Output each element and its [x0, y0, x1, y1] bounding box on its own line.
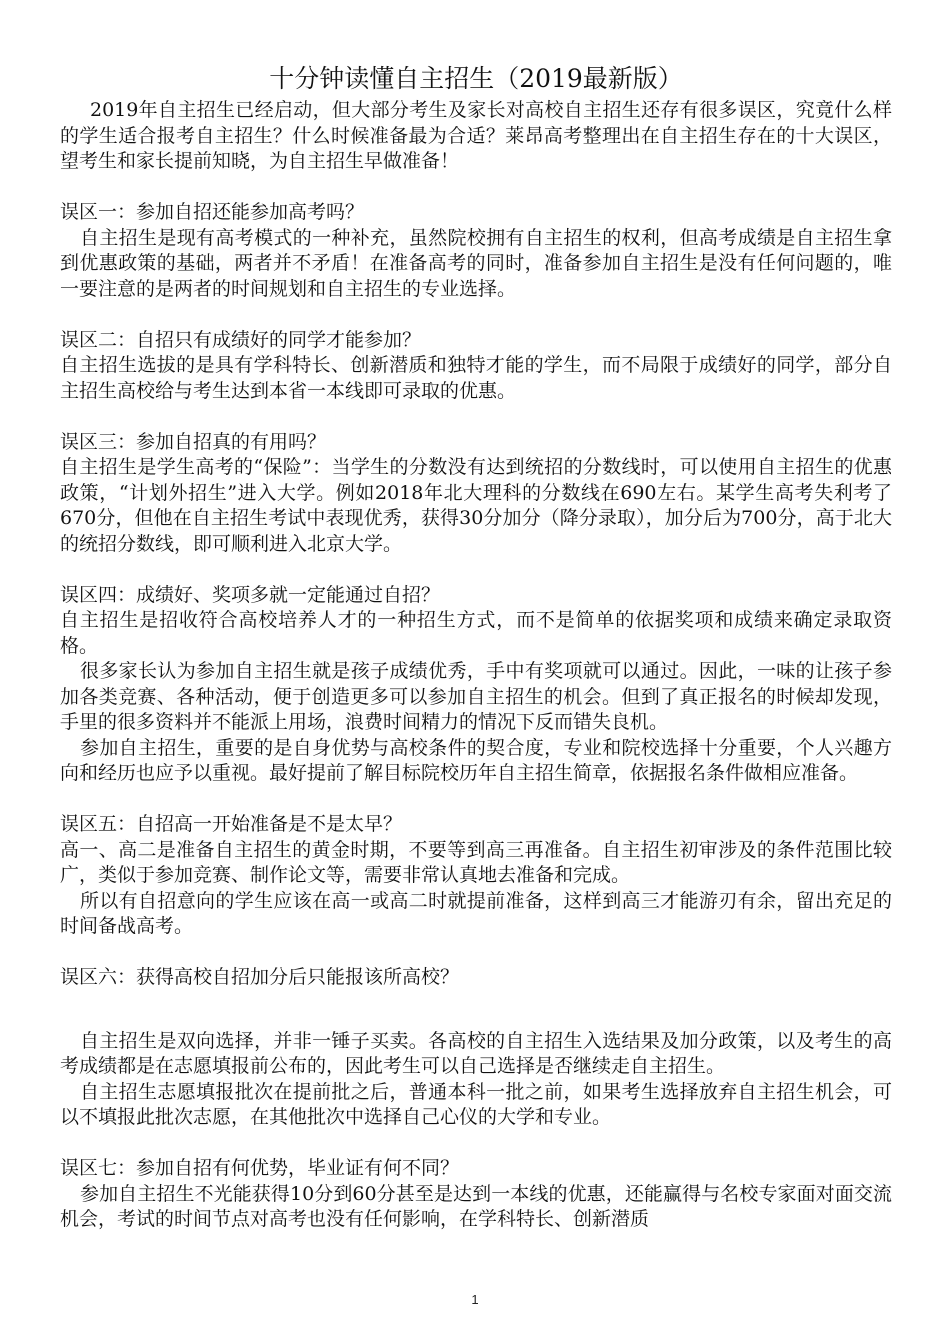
- section-3-paragraph-1: 自主招生是学生高考的“保险”：当学生的分数没有达到统招的分数线时，可以使用自主招生的优惠政策，“计划外招生”进入大学。例如2018年北大理科的分数线在690左右。某学生高考失利考了670分，但他在自主招生考试中表现优秀，获得30分加分（降分录取），加分后为700分，高于北大的统招分数线，即可顺利进入北京大学。: [60, 456, 892, 555]
- spacer: [60, 175, 892, 201]
- section-heading-3: 误区三：参加自招真的有用吗？: [60, 430, 327, 453]
- section-heading-7: 误区七：参加自招有何优势，毕业证有何不同？: [60, 1157, 460, 1179]
- section-2-paragraph-1: 自主招生选拔的是具有学科特长、创新潜质和独特才能的学生，而不局限于成绩好的同学，部分自主招生高校给与考生达到本省一本线即可录取的优惠。: [60, 354, 892, 402]
- spacer: [60, 940, 892, 966]
- page-number: 1: [471, 1292, 479, 1307]
- section-heading-5: 误区五：自招高一开始准备是不是太早？: [60, 813, 403, 835]
- spacer: [60, 1131, 892, 1157]
- section-heading-6: 误区六：获得高校自招加分后只能报该所高校？: [60, 966, 460, 988]
- section-5-paragraph-1: 高一、高二是准备自主招生的黄金时期，不要等到高三再准备。自主招生初审涉及的条件范围比较广，类似于参加竞赛、制作论文等，需要非常认真地去准备和完成。: [60, 838, 892, 886]
- section-1-paragraph-1: 自主招生是现有高考模式的一种补充，虽然院校拥有自主招生的权利，但高考成绩是自主招生拿到优惠政策的基础，两者并不矛盾！在准备高考的同时，准备参加自主招生是没有任何问题的，唯一要注意的是两者的时间规划和自主招生的专业选择。: [60, 226, 892, 300]
- section-4-paragraph-2: 很多家长认为参加自主招生就是孩子成绩优秀，手中有奖项就可以通过。因此，一味的让孩子参加各类竞赛、各种活动，便于创造更多可以参加自主招生的机会。但到了真正报名的时候却发现，手里的很多资料并不能派上用场，浪费时间精力的情况下反而错失良机。: [60, 660, 892, 733]
- intro-paragraph: 2019年自主招生已经启动，但大部分考生及家长对高校自主招生还存有很多误区，究竟什么样的学生适合报考自主招生？什么时候准备最为合适？莱昂高考整理出在自主招生存在的十大误区，望考生和家长提前知晓，为自主招生早做准备！: [60, 99, 892, 172]
- spacer: [60, 404, 892, 430]
- section-heading-2: 误区二：自招只有成绩好的同学才能参加？: [60, 328, 422, 351]
- section-7-paragraph-1: 参加自主招生不光能获得10分到60分甚至是达到一本线的优惠，还能赢得与名校专家面对面交流机会，考试的时间节点对高考也没有任何影响，在学科特长、创新潜质: [60, 1182, 892, 1230]
- section-4-paragraph-3: 参加自主招生，重要的是自身优势与高校条件的契合度，专业和院校选择十分重要，个人兴趣方向和经历也应予以重视。最好提前了解目标院校历年自主招生简章，依据报名条件做相应准备。: [60, 736, 892, 784]
- section-5-paragraph-2: 所以有自招意向的学生应该在高一或高二时就提前准备，这样到高三才能游刃有余，留出充足的时间备战高考。: [60, 889, 892, 937]
- section-6-paragraph-1: 自主招生是双向选择，并非一锤子买卖。各高校的自主招生入选结果及加分政策，以及考生的高考成绩都是在志愿填报前公布的，因此考生可以自己选择是否继续走自主招生。: [60, 1029, 892, 1077]
- section-4-paragraph-1: 自主招生是招收符合高校培养人才的一种招生方式，而不是简单的依据奖项和成绩来确定录取资格。: [60, 609, 892, 657]
- spacer: [60, 787, 892, 813]
- spacer: [60, 557, 892, 583]
- spacer: [60, 302, 892, 328]
- document-page: [60, 62, 892, 1233]
- section-heading-1: 误区一：参加自招还能参加高考吗？: [60, 201, 365, 223]
- section-heading-4: 误区四：成绩好、奖项多就一定能通过自招？: [60, 583, 441, 606]
- document-title: 十分钟读懂自主招生（2019最新版）: [269, 64, 683, 93]
- section-6-paragraph-2: 自主招生志愿填报批次在提前批之后，普通本科一批之前，如果考生选择放弃自主招生机会，可以不填报此批次志愿，在其他批次中选择自己心仪的大学和专业。: [60, 1080, 892, 1128]
- spacer: [60, 991, 892, 1029]
